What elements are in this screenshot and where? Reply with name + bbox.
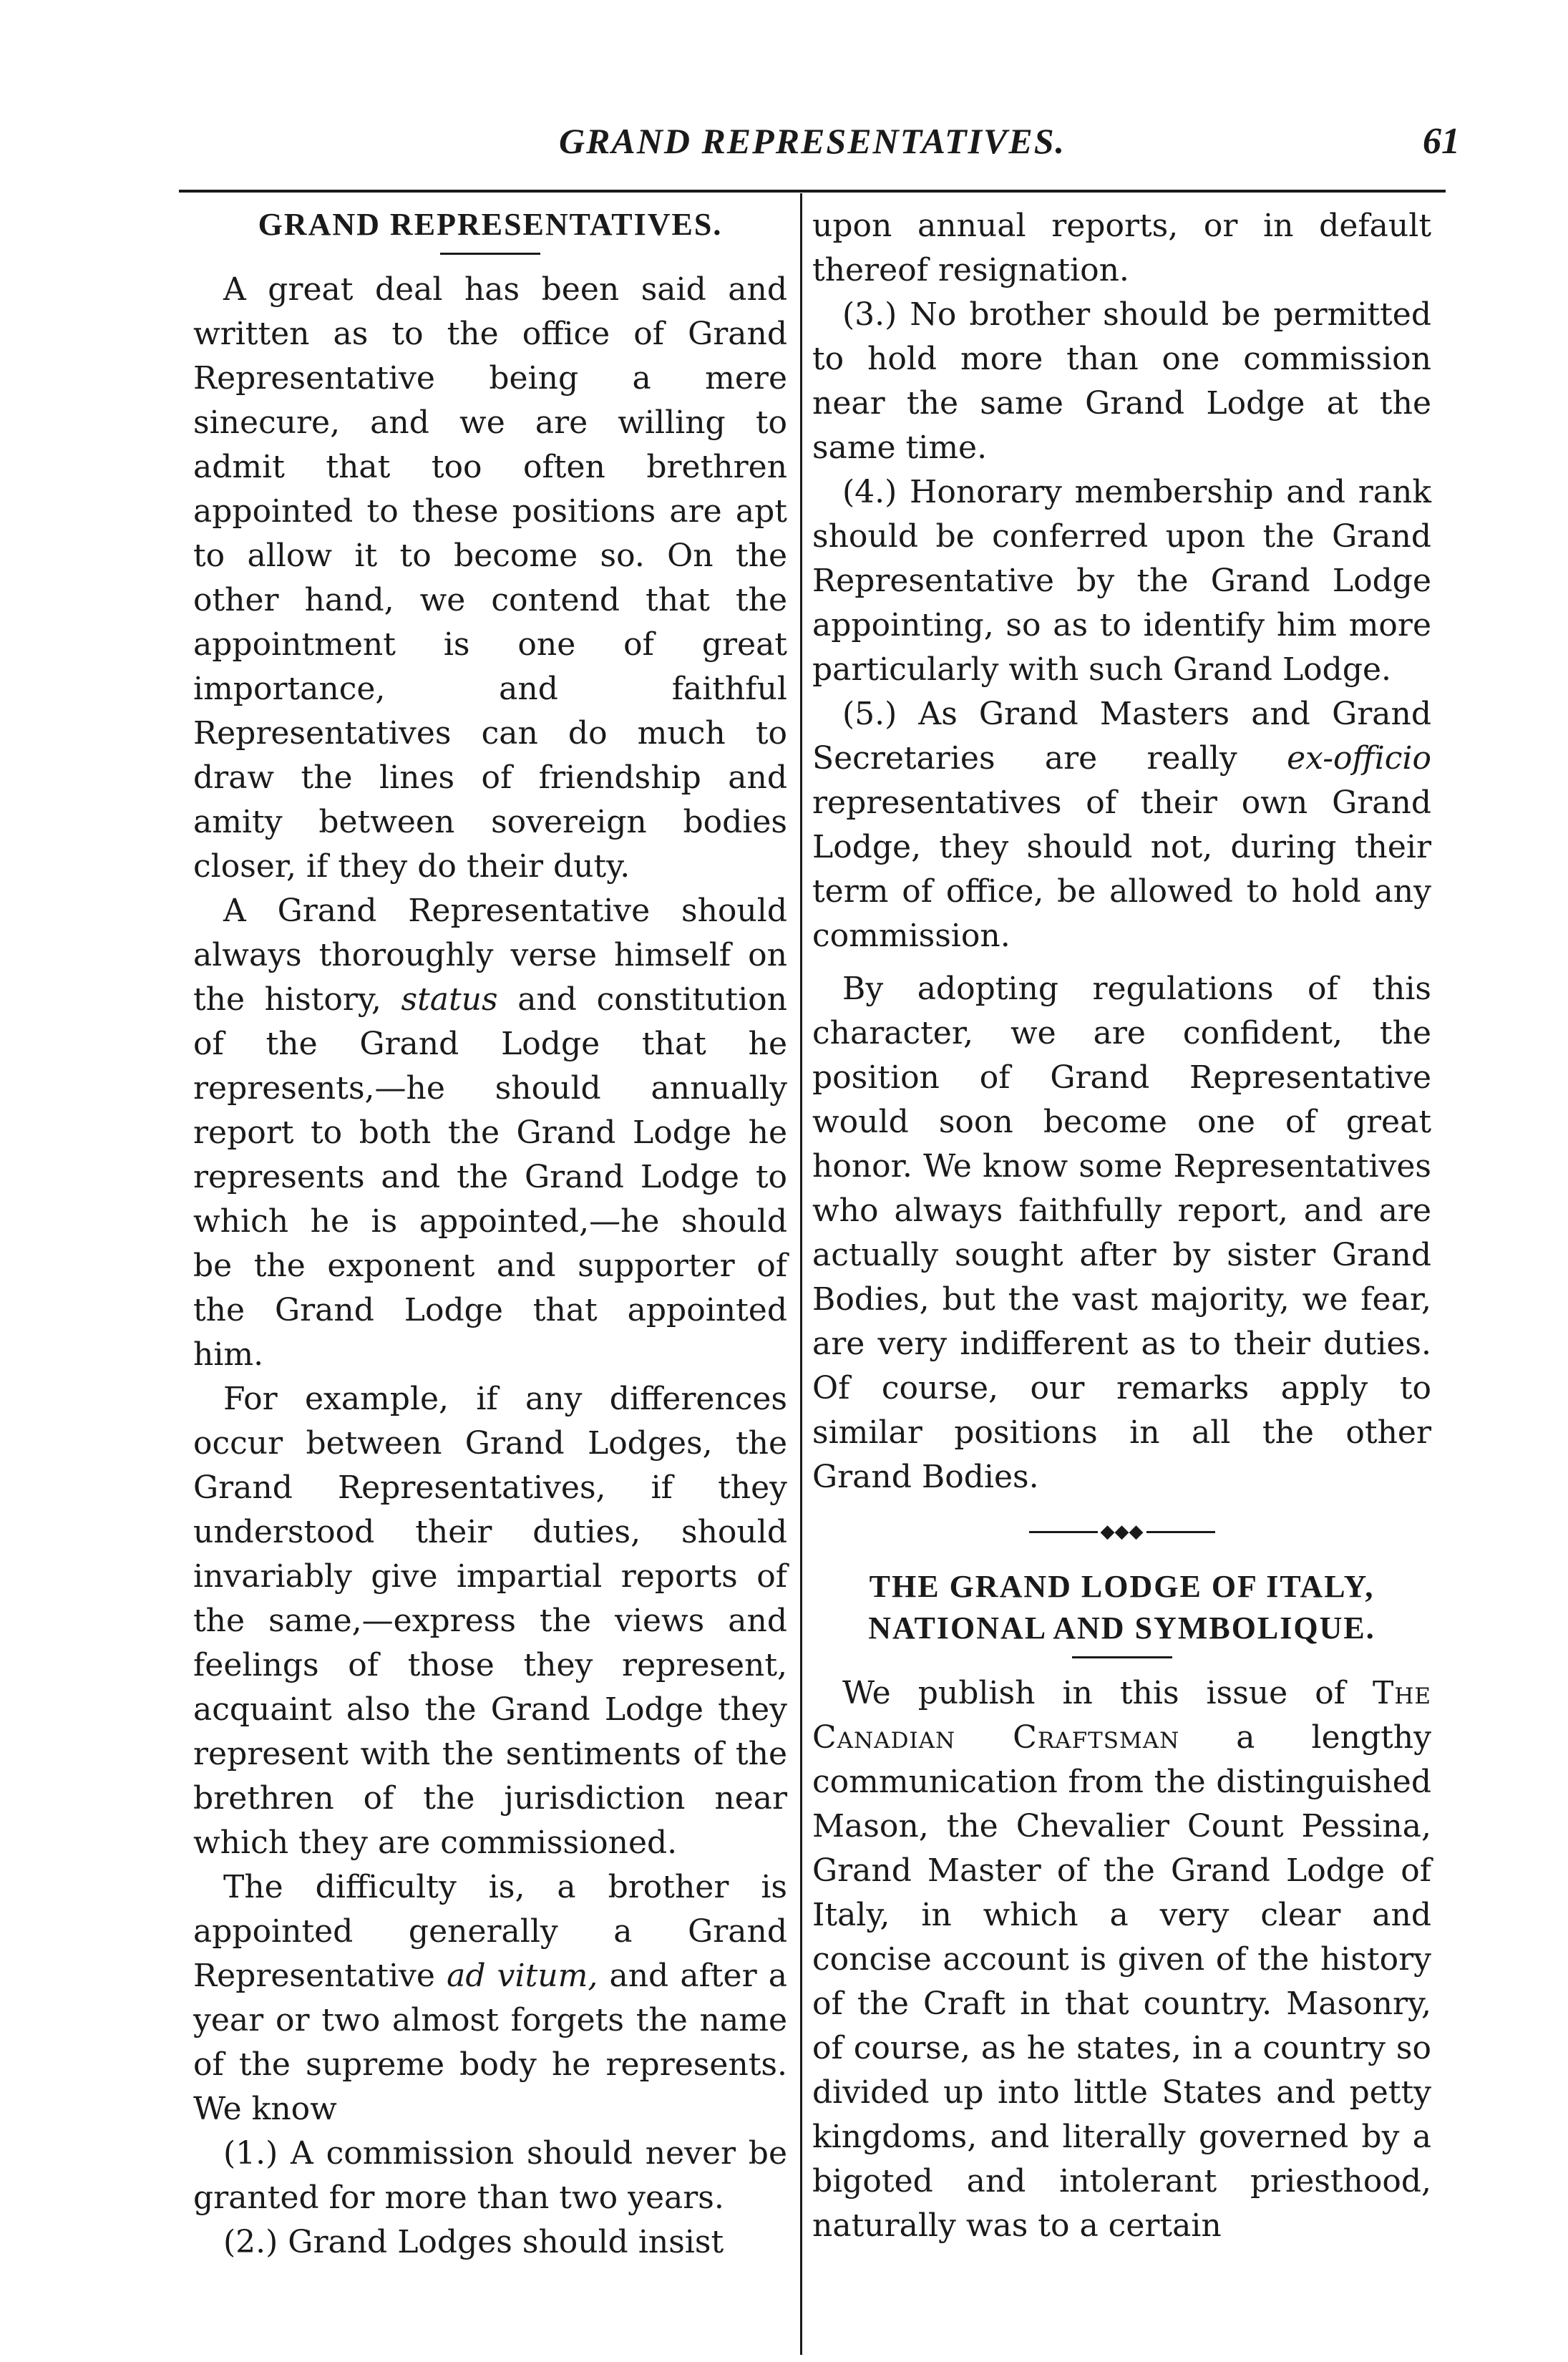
text-span: We publish in this issue of	[842, 1675, 1373, 1711]
spacer	[812, 958, 1431, 967]
text-span: a lengthy communication from the distinguished Mason, the Chevalier Count Pessina, Grand Master of the Grand Lodge of Italy, in which a very clear and concise account is given of the history of the Craft in that country. Masonry, of course, as he states, in a country so divided up into little States and petty kingdoms, and literally governed by a bigoted and intolerant priesthood, naturally was to a certain	[812, 1719, 1431, 2244]
paragraph: For example, if any differences occur between Grand Lodges, the Grand Representatives, if they understood their duties, should invariably give impartial reports of the same,—express the views and feelings of those they represent, acquaint also the Grand Lodge they represent with the sentiments of the brethren of the jurisdiction near which they are commissioned.	[193, 1381, 787, 1861]
list-item: (3.) No brother should be permitted to hold more than one commission near the same Grand Lodge at the same time.	[812, 296, 1431, 466]
publication-name: The Canadian Craftsman	[812, 1675, 1431, 1756]
running-head	[165, 120, 1460, 178]
paragraph: A great deal has been said and written as to the office of Grand Representative being a mere sinecure, and we are willing to admit that too often brethren appointed to these positions are apt to allow it to become so. On the other hand, we contend that the appointment is one of great importance, and faithful Representatives can do much to draw the lines of friendship and amity between sovereign bodies closer, if they do their duty.	[193, 271, 787, 885]
italic-term: status	[401, 981, 498, 1018]
ornament-glyph: ◆◆◆	[1098, 1520, 1146, 1544]
article-title-line2: NATIONAL AND SYMBOLIQUE.	[868, 1610, 1375, 1646]
running-title: GRAND REPRESENTATIVES.	[558, 121, 1066, 161]
title-rule	[1072, 1656, 1172, 1658]
section-ornament	[1029, 1521, 1215, 1542]
list-item: (2.) Grand Lodges should insist	[223, 2224, 724, 2260]
title-rule	[440, 253, 540, 255]
list-item: (1.) A commission should never be granted for more than two years.	[193, 2135, 787, 2216]
paragraph	[193, 1865, 787, 2132]
column-divider	[800, 193, 802, 2355]
list-item: (4.) Honorary membership and rank should be conferred upon the Grand Representative by the Grand Lodge appointing, so as to identify him more particularly with such Grand Lodge.	[812, 474, 1431, 688]
paragraph	[812, 1671, 1431, 2248]
text-span: (5.) As Grand Masters and Grand Secretaries are really	[812, 696, 1431, 777]
italic-term: ex-officio	[1287, 740, 1431, 777]
text-span: and after a year or two almost forgets the name of the supreme body he represents. We know	[193, 1958, 788, 2127]
list-item	[812, 692, 1431, 958]
article-title-line1: THE GRAND LODGE OF ITALY,	[869, 1569, 1375, 1604]
text-span: representatives of their own Grand Lodge, they should not, during their term of office, be allowed to hold any commission.	[812, 784, 1431, 954]
list-item-continued: upon annual reports, or in default thereof resignation.	[812, 208, 1431, 288]
paragraph	[193, 889, 787, 1377]
left-column	[193, 204, 787, 2265]
article-title-grand-representatives: GRAND REPRESENTATIVES.	[258, 207, 723, 242]
text-span: and constitution of the Grand Lodge that he represents,—he should annually report to both the Grand Lodge he represents and the Grand Lodge to which he is appointed,—he should be the exponent and supporter of the Grand Lodge that appointed him.	[193, 981, 787, 1373]
paragraph: By adopting regulations of this character, we are confident, the position of Grand Representative would soon become one of great honor. We know some Representatives who always faithfully report, and are actually sought after by sister Grand Bodies, but the vast majority, we fear, are very indifferent as to their duties. Of course, our remarks apply to similar positions in all the other Grand Bodies.	[812, 971, 1431, 1495]
header-rule	[179, 190, 1446, 193]
right-column	[812, 204, 1431, 2248]
text-span: A Grand Representative should always thoroughly verse himself on the history,	[193, 893, 787, 1018]
italic-term: ad vitum,	[447, 1958, 598, 1994]
text-span: The difficulty is, a brother is appointed generally a Grand Representative	[193, 1869, 787, 1994]
page-number: 61	[1423, 121, 1460, 162]
